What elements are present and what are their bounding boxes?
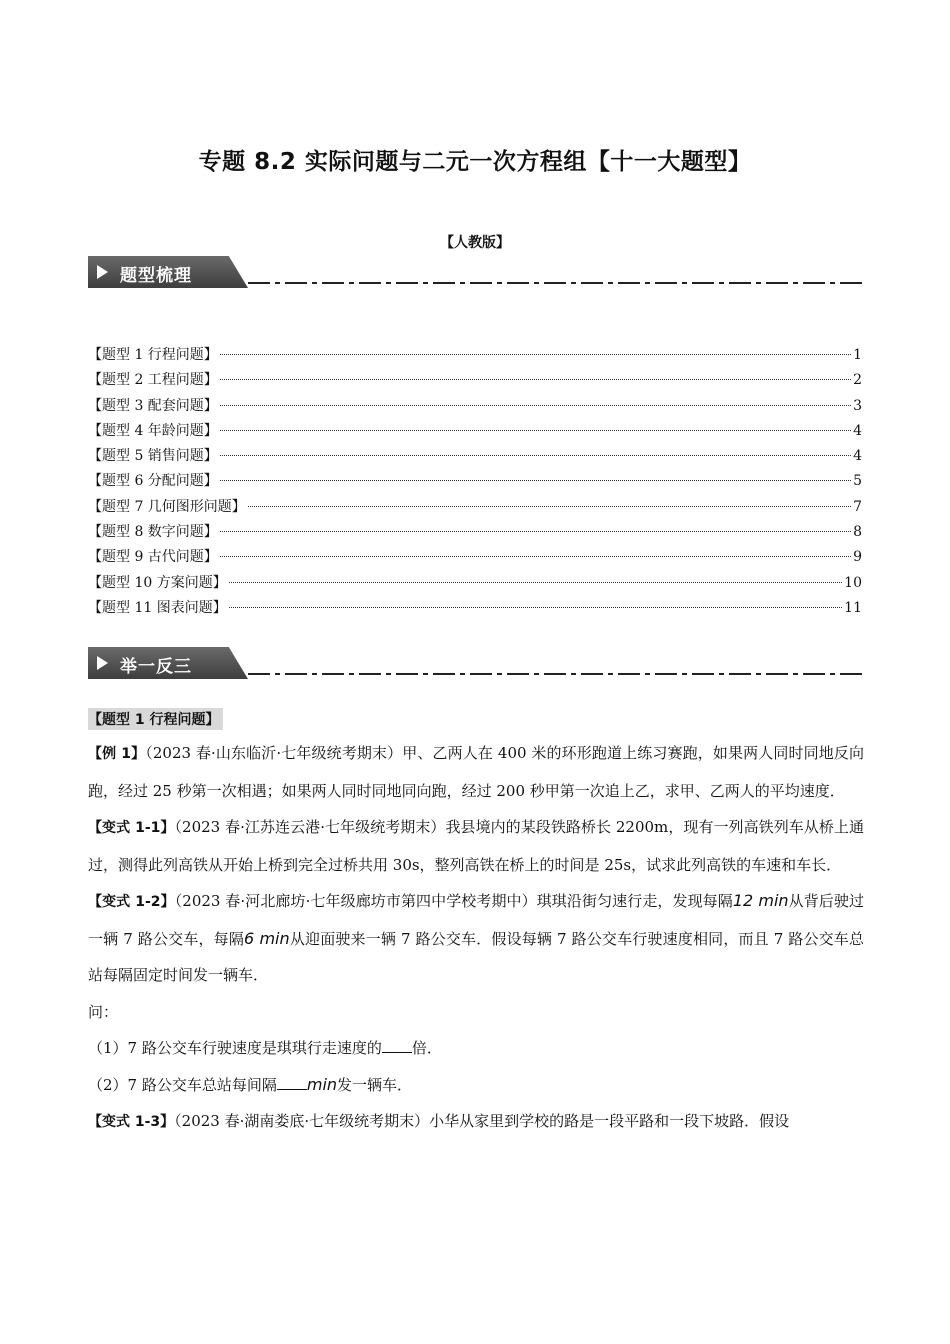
toc-page: 4 (853, 422, 862, 439)
math-expression: 12 min (732, 891, 789, 910)
toc-leader (220, 430, 851, 431)
toc-leader (220, 531, 851, 532)
toc-label: 【题型 9 古代问题】 (88, 549, 218, 566)
toc-entry-11[interactable] (88, 597, 862, 622)
toc-page: 2 (853, 372, 862, 389)
toc-label: 【题型 6 分配问题】 (88, 473, 218, 490)
question-text: 发一辆车． (337, 1075, 413, 1094)
variant-1-2 (88, 883, 864, 994)
toc-leader (229, 607, 842, 608)
banner-label: 举一反三 (120, 657, 192, 677)
toc-entry-4[interactable] (88, 420, 862, 445)
toc-entry-5[interactable] (88, 445, 862, 470)
toc-page: 5 (853, 473, 862, 490)
page-title: 专题 8.2 实际问题与二元一次方程组【十一大题型】 (198, 149, 752, 175)
question-1 (88, 1030, 864, 1067)
toc-entry-7[interactable] (88, 496, 862, 521)
toc-entry-9[interactable] (88, 546, 862, 571)
toc-label: 【题型 7 几何图形问题】 (88, 498, 246, 515)
toc-leader (220, 556, 851, 557)
toc-entry-1[interactable] (88, 344, 862, 369)
toc-page: 11 (844, 599, 862, 616)
toc-page: 10 (844, 574, 862, 591)
edition-label: 【人教版】 (440, 235, 510, 251)
banner-label: 题型梳理 (120, 266, 192, 286)
toc-page: 3 (853, 397, 862, 414)
toc-page: 4 (853, 448, 862, 465)
toc-label: 【题型 4 年龄问题】 (88, 422, 218, 439)
toc-label: 【题型 2 工程问题】 (88, 372, 218, 389)
toc-leader (220, 405, 851, 406)
toc-leader (220, 455, 851, 456)
toc-label: 【题型 11 图表问题】 (88, 599, 227, 616)
variant-text: （2023 春·河北廊坊·七年级廊坊市第四中学校考期中）琪琪沿街匀速行走，发现每隔 (174, 892, 733, 910)
question-prompt: 问： (88, 1002, 119, 1021)
example-1 (88, 735, 864, 809)
variant-1-3 (88, 1103, 864, 1141)
toc-label: 【题型 5 销售问题】 (88, 448, 218, 465)
question-2 (88, 1067, 864, 1104)
toc-entry-3[interactable] (88, 395, 862, 420)
banner-practice (88, 647, 864, 683)
question-text: （2）7 路公交车总站每间隔 (88, 1075, 277, 1094)
question-text: 倍． (411, 1039, 442, 1057)
toc-page: 8 (853, 524, 862, 541)
problem-body (88, 735, 864, 1141)
table-of-contents (88, 344, 862, 622)
example-text: （2023 春·山东临沂·七年级统考期末）甲、乙两人在 400 米的环形跑道上练习赛跑，如果两人同时同地反向跑，经过 25 秒第一次相遇；如果两人同时同地同向跑，经过 200 秒甲第一次追上乙，求甲、乙两人的平均速度． (88, 744, 864, 800)
toc-leader (248, 506, 851, 507)
toc-entry-8[interactable] (88, 521, 862, 546)
variant-text: （2023 春·湖南娄底·七年级统考期末）小华从家里到学校的路是一段平路和一段下坡路．假设 (174, 1112, 790, 1130)
variant-tag: 【变式 1-3】 (88, 1114, 175, 1130)
variant-1-1 (88, 809, 864, 883)
toc-leader (220, 354, 851, 355)
toc-page: 1 (853, 347, 862, 363)
section-heading: 【题型 1 行程问题】 (88, 708, 223, 730)
variant-tag: 【变式 1-2】 (88, 894, 175, 910)
variant-text: 从迎面驶来一辆 7 路公交车．假设每辆 7 路公交车行驶速度相同，而且 7 路公交车总站每隔固定时间发一辆车． (88, 929, 864, 984)
toc-leader (229, 582, 842, 583)
answer-blank[interactable] (277, 1075, 307, 1090)
toc-leader (220, 379, 851, 380)
toc-entry-6[interactable] (88, 470, 862, 495)
toc-leader (220, 480, 851, 481)
banner-question-types (88, 256, 864, 292)
play-arrow-icon (97, 656, 108, 670)
toc-entry-2[interactable] (88, 369, 862, 394)
math-expression: 6 min (244, 928, 290, 948)
toc-page: 9 (853, 549, 862, 566)
toc-label: 【题型 1 行程问题】 (88, 347, 218, 363)
variant-tag: 【变式 1-1】 (88, 820, 175, 836)
play-arrow-icon (97, 265, 108, 279)
toc-label: 【题型 8 数字问题】 (88, 524, 218, 541)
variant-text: 从背后驶过一辆 7 路公交车，每隔 (88, 892, 864, 948)
math-expression: min (306, 1074, 338, 1094)
dash-divider (248, 282, 864, 284)
answer-blank[interactable] (382, 1038, 412, 1053)
toc-label: 【题型 10 方案问题】 (88, 574, 227, 591)
toc-entry-10[interactable] (88, 572, 862, 597)
example-tag: 【例 1】 (88, 746, 146, 762)
toc-label: 【题型 3 配套问题】 (88, 397, 218, 414)
question-text: （1）7 路公交车行驶速度是琪琪行走速度的 (88, 1039, 382, 1057)
dash-divider (248, 673, 864, 675)
toc-page: 7 (853, 498, 862, 515)
variant-text: （2023 春·江苏连云港·七年级统考期末）我县境内的某段铁路桥长 2200m，现有一列高铁列车从桥上通过，测得此列高铁从开始上桥到完全过桥共用 30s，整列高铁在桥上的时间是 25s，试求此列高铁的车速和车长． (88, 818, 864, 874)
